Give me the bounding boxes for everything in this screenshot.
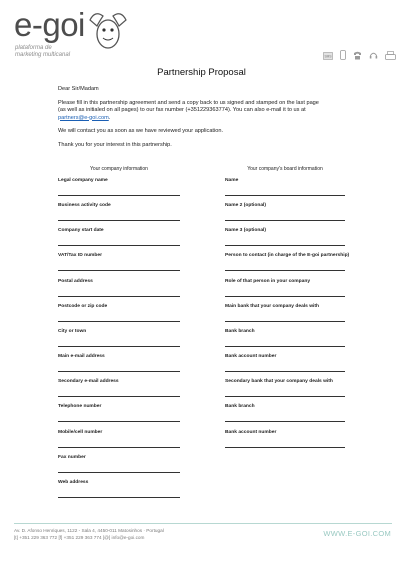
egg-mascot-icon bbox=[85, 8, 131, 54]
company-field-input-line[interactable] bbox=[58, 296, 180, 297]
board-info-heading: Your company's board information bbox=[247, 166, 323, 172]
company-field-label: Company start date bbox=[58, 228, 104, 234]
greeting: Dear Sir/Madam bbox=[58, 86, 99, 92]
tagline-line-2: marketing multicanal bbox=[15, 52, 71, 58]
channel-icons bbox=[323, 47, 396, 65]
thanks-note: Thank you for your interest in this partnership. bbox=[58, 142, 172, 148]
email-icon bbox=[323, 47, 333, 65]
company-field-input-line[interactable] bbox=[58, 270, 180, 271]
company-field-label: Postal address bbox=[58, 278, 93, 284]
tagline-line-1: plataforma de bbox=[15, 45, 52, 51]
board-field-label: Name bbox=[225, 178, 239, 183]
board-field-input-line[interactable] bbox=[225, 447, 345, 448]
company-field-label: Web address bbox=[58, 479, 89, 485]
board-field-label: Name 3 (optional) bbox=[225, 228, 267, 234]
sms-label: SMS bbox=[324, 54, 332, 59]
instructions-line-1: Please fill in this partnership agreement and send a copy back to us signed and stamped on the last page bbox=[58, 100, 319, 106]
board-field-input-line[interactable] bbox=[225, 371, 345, 372]
company-field-input-line[interactable] bbox=[58, 472, 180, 473]
company-field-label: Fax number bbox=[58, 454, 86, 460]
company-info-heading: Your company information bbox=[90, 166, 148, 172]
company-field-input-line[interactable] bbox=[58, 245, 180, 246]
company-field-label: Telephone number bbox=[58, 404, 102, 410]
footer-website-link[interactable]: WWW.E-GOI.COM bbox=[323, 529, 391, 538]
partners-email-link[interactable]: partners@e-goi.com bbox=[58, 114, 109, 121]
company-field-label: Main e-mail address bbox=[58, 354, 105, 360]
mobile-icon bbox=[340, 47, 346, 65]
company-field-label: Postcode or zip code bbox=[58, 303, 108, 309]
instructions-line-2: (as well as initialed on all pages) to our fax number (+351229363774). You can also e-mail it to us at bbox=[58, 107, 306, 114]
company-field-label: City or town bbox=[58, 328, 87, 334]
company-field-input-line[interactable] bbox=[58, 497, 180, 498]
contact-note: We will contact you as soon as we have reviewed your application. bbox=[58, 128, 223, 134]
logo-wordmark: e-goi bbox=[14, 6, 85, 43]
company-field-input-line[interactable] bbox=[58, 220, 180, 221]
board-field-label: Person to contact (in charge of the E-goi partnership) bbox=[225, 253, 350, 259]
company-field-input-line[interactable] bbox=[58, 396, 180, 397]
board-field-label: Role of that person in your company bbox=[225, 278, 311, 284]
board-field-input-line[interactable] bbox=[225, 270, 345, 271]
company-field-input-line[interactable] bbox=[58, 321, 180, 322]
email-suffix: . bbox=[108, 114, 111, 121]
board-field-label: Name 2 (optional) bbox=[225, 203, 267, 209]
footer-contacts: [t] +351 229 363 772 [f] +351 229 363 774 [@] info@e-goi.com bbox=[14, 534, 145, 540]
board-field-input-line[interactable] bbox=[225, 220, 345, 221]
company-field-input-line[interactable] bbox=[58, 447, 180, 448]
board-field-input-line[interactable] bbox=[225, 195, 345, 196]
phone-icon bbox=[353, 47, 362, 65]
board-field-input-line[interactable] bbox=[225, 396, 345, 397]
board-field-input-line[interactable] bbox=[225, 346, 345, 347]
company-field-input-line[interactable] bbox=[58, 346, 180, 347]
headset-icon bbox=[369, 47, 378, 65]
board-field-label: Bank branch bbox=[225, 328, 255, 334]
company-field-label: Legal company name bbox=[58, 178, 108, 183]
board-field-input-line[interactable] bbox=[225, 245, 345, 246]
company-field-input-line[interactable] bbox=[58, 421, 180, 422]
board-field-label: Bank branch bbox=[225, 404, 255, 410]
board-field-input-line[interactable] bbox=[225, 421, 345, 422]
board-field-input-line[interactable] bbox=[225, 321, 345, 322]
company-field-label: VAT/Tax ID number bbox=[58, 253, 103, 259]
board-field-input-line[interactable] bbox=[225, 296, 345, 297]
company-field-label: Secondary e-mail address bbox=[58, 379, 119, 385]
page-title: Partnership Proposal bbox=[157, 67, 246, 78]
fax-icon bbox=[385, 47, 396, 65]
board-field-label: Secondary bank that your company deals with bbox=[225, 379, 333, 385]
board-field-label: Main bank that your company deals with bbox=[225, 303, 320, 309]
email-line bbox=[58, 115, 358, 122]
company-field-input-line[interactable] bbox=[58, 371, 180, 372]
board-field-label: Bank account number bbox=[225, 354, 277, 360]
company-field-input-line[interactable] bbox=[58, 195, 180, 196]
board-field-label: Bank account number bbox=[225, 429, 277, 435]
company-field-label: Mobile/cell number bbox=[58, 429, 103, 435]
footer-divider bbox=[14, 523, 392, 524]
company-field-label: Business activity code bbox=[58, 203, 111, 209]
footer-address: Av. D. Afonso Henriques, 1122 - Sala 4, 4450-011 Matosinhos · Portugal bbox=[14, 528, 164, 533]
